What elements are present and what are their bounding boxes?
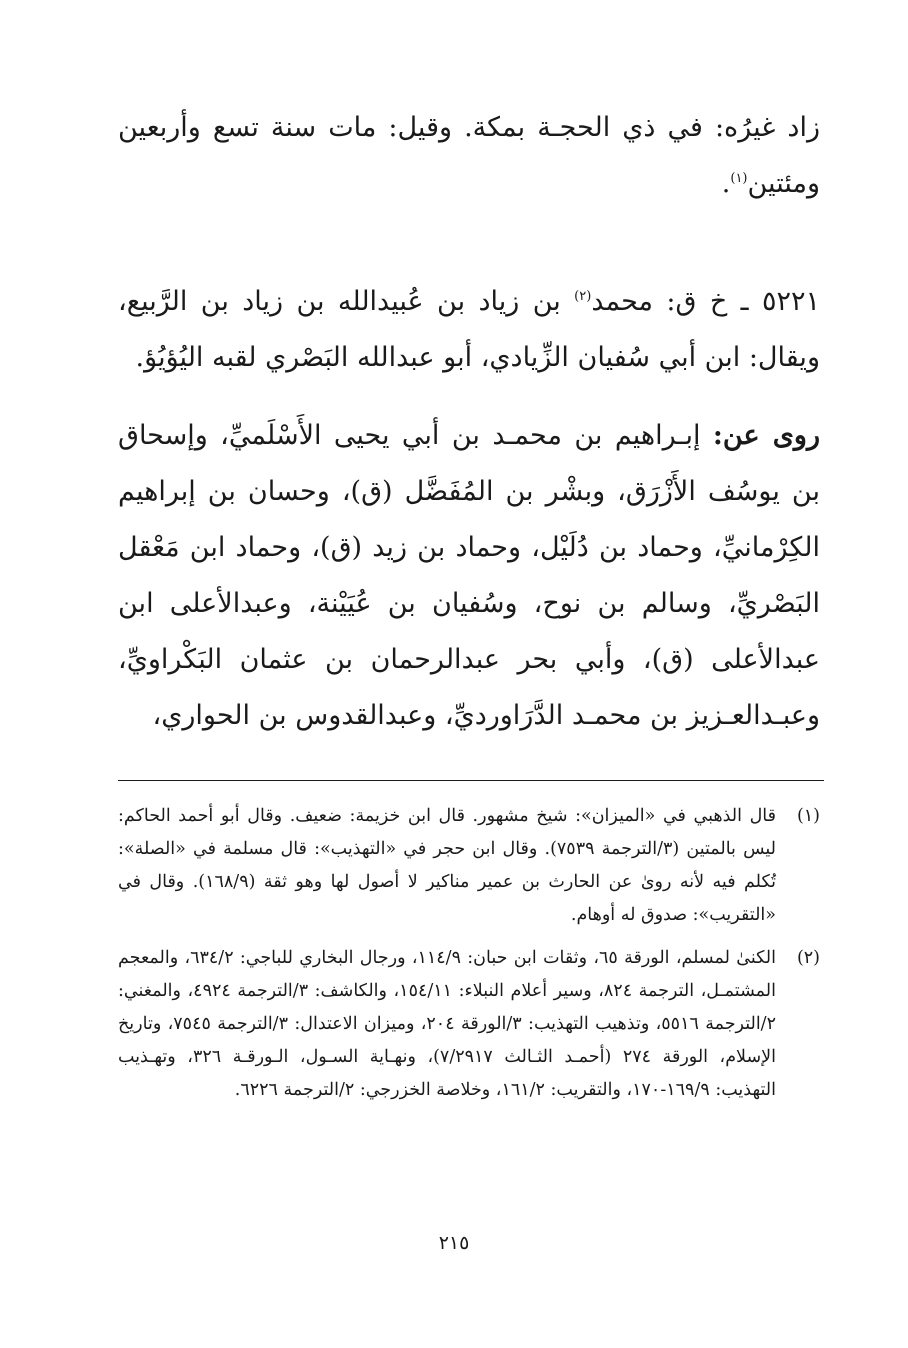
footnote-text: الكنىٰ لمسلم، الورقة ٦٥، وثقات ابن حبان: ١١٤/٩، ورجال البخاري للباجي: ٦٣٤/٢، والمعجم المشتمـل، الترجمة ٨٢٤، وسير أعلام النبلاء: ١٥٤/١١، والكاشف: ٣/الترجمة ٤٩٢٤، والمغني: ٢/الترجمة ٥٥١٦، وتذهيب التهذيب: ٣/الورقة ٢٠٤، وميزان الاعتدال: ٣/الترجمة ٧٥٤٥، وتاريخ الإسلام، الورقة ٢٧٤ (أحمـد الثـالث ٧/٢٩١٧)، ونهـاية السـول، الـورقـة ٣٢٦، وتهـذيب التهذيب: ١٦٩/٩-١٧٠، والتقريب: ١٦١/٢، وخلاصة الخزرجي: ٢/الترجمة ٦٢٢٦.	[118, 948, 776, 1100]
page-number: ٢١٥	[438, 1232, 470, 1254]
main-text	[118, 100, 820, 744]
paragraph-death-date	[118, 100, 820, 212]
entry-number: ٥٢٢١ ـ خ ق: محمد	[591, 286, 820, 317]
footnote-number: (٢)	[796, 948, 820, 968]
footnote-text: قال الذهبي في «الميزان»: شيخ مشهور. قال ابن خزيمة: ضعيف. وقال أبو أحمد الحاكم: ليس بالمتين (٣/الترجمة ٧٥٣٩). وقال ابن حجر في «التهذيب»: قال مسلمة في «الصلة»: تُكلم فيه لأنه روىٰ عن الحارث بن عمير مناكير لا أصول لها وهو ثقة (١٦٨/٩). وقال في «التقريب»: صدوق له أوهام.	[118, 806, 776, 925]
narrated-from-paragraph	[118, 408, 820, 744]
footnote-ref-1[interactable]: (١)	[730, 171, 748, 186]
footnote-ref-2[interactable]: (٢)	[574, 289, 592, 304]
entry-body: بن زياد بن عُبيدالله بن زياد بن الرَّبيع، ويقال: ابن أبي سُفيان الزِّيادي، أبو عبدالله البَصْري لقبه اليُؤيُؤ.	[118, 286, 820, 373]
footnote-1	[118, 800, 820, 932]
narrated-from-label: روى عن:	[712, 420, 820, 451]
entry-heading-5221	[118, 274, 820, 386]
footnote-number: (١)	[796, 806, 820, 826]
narrated-from-list: إبـراهيم بن محمـد بن أبي يحيى الأَسْلَميِّ، وإسحاق بن يوسُف الأَزْرَق، وبشْر بن المُفَضَّل (ق)، وحسان بن إبراهيم الكِرْمانيِّ، وحماد بن دُلَيْل، وحماد بن زيد (ق)، وحماد ابن مَعْقل البَصْريِّ، وسالم بن نوح، وسُفيان بن عُيَيْنة، وعبدالأعلى ابن عبدالأعلى (ق)، وأبي بحر عبدالرحمان بن عثمان البَكْراويِّ، وعبـدالعـزيز بن محمـد الدَّرَاورديِّ، وعبدالقدوس بن الحواري،	[118, 420, 820, 731]
footnote-divider	[118, 780, 824, 781]
paragraph-text: زاد غيرُه: في ذي الحجـة بمكة. وقيل: مات سنة تسع وأربعين ومئتين	[118, 112, 820, 199]
paragraph-end: .	[721, 168, 731, 199]
footnote-2	[118, 942, 820, 1107]
footnotes	[118, 800, 820, 1117]
